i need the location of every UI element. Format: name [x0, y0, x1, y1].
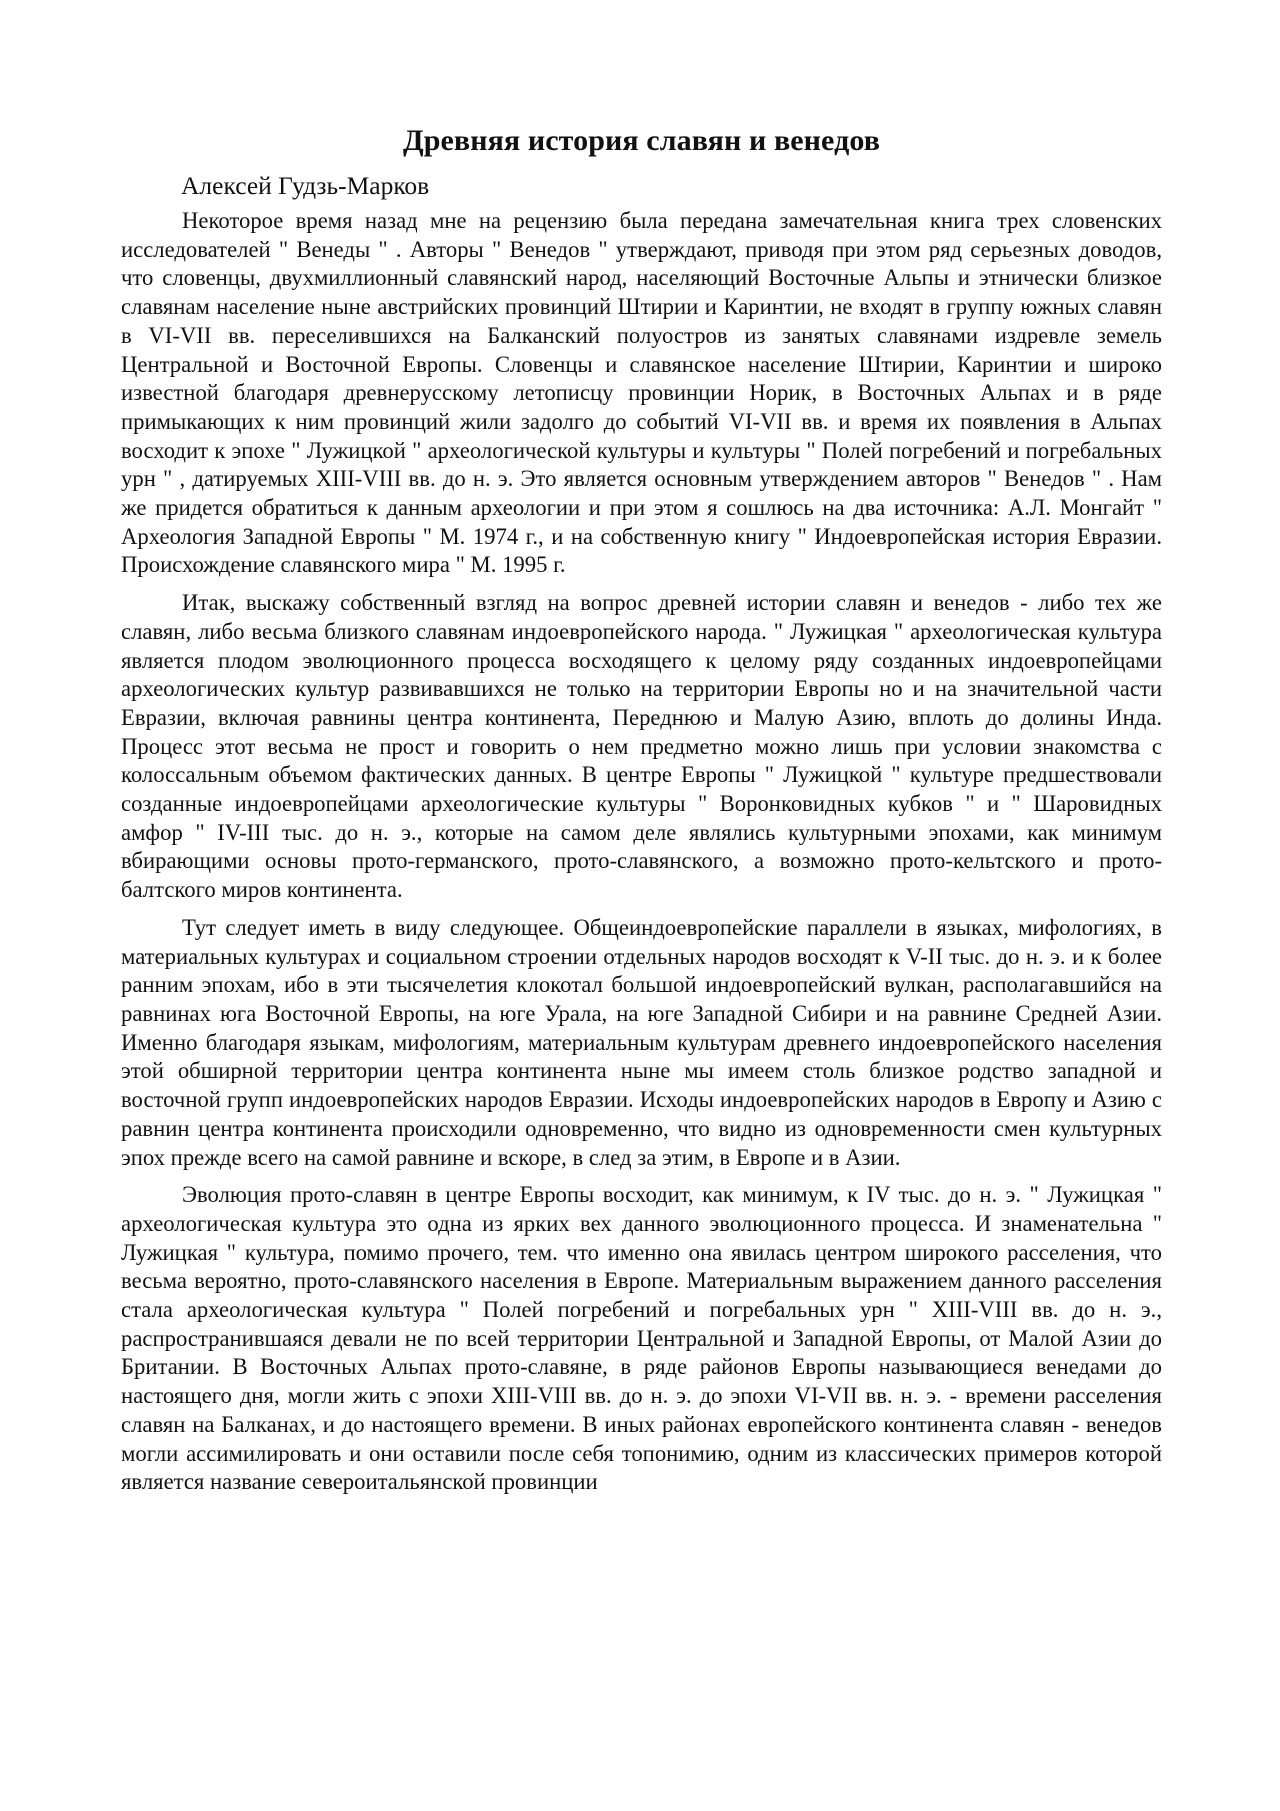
paragraph: Итак, выскажу собственный взгляд на вопрос древней истории славян и венедов - либо тех же славян, либо весьма близкого славянам индоевропейского народа. " Лужицкая " археологическая культура является плодом эволюционного процесса восходящего к целому ряду созданных индоевропейцами археологических культур развивавшихся не только на территории Европы но и на значительной части Евразии, включая равнины центра континента, Переднюю и Малую Азию, вплоть до долины Инда. Процесс этот весьма не прост и говорить о нем предметно можно лишь при условии знакомства с колоссальным объемом фактических данных. В центре Европы " Лужицкой " культуре предшествовали созданные индоевропейцами археологические культуры " Воронковидных кубков " и " Шаровидных амфор " IV-III тыс. до н. э., которые на самом деле являлись культурными эпохами, как минимум вбирающими основы прото-германского, прото-славянского, а возможно прото-кельтского и прото-балтского миров континента.: [121, 590, 1162, 903]
paragraph: Некоторое время назад мне на рецензию была передана замечательная книга трех словенских исследователей " Венеды " . Авторы " Венедов " утверждают, приводя при этом ряд серьезных доводов, что словенцы, двухмиллионный славянский народ, населяющий Восточные Альпы и этнически близкое славянам население ныне австрийских провинций Штирии и Каринтии, не входят в группу южных славян в VI-VII вв. переселившихся на Балканский полуостров из занятых славянами издревле земель Центральной и Восточной Европы. Словенцы и славянское население Штирии, Каринтии и широко известной благодаря древнерусскому летописцу провинции Норик, в Восточных Альпах и в ряде примыкающих к ним провинций жили задолго до событий VI-VII вв. и время их появления в Альпах восходит к эпохе " Лужицкой " археологической культуры и культуры " Полей погребений и погребальных урн " , датируемых XIII-VIII вв. до н. э. Это является основным утверждением авторов " Венедов " . Нам же придется обратиться к данным археологии и при этом я сошлюсь на два источника: А.Л. Монгайт " Археология Западной Европы " М. 1974 г., и на собственную книгу " Индоевропейская история Евразии. Происхождение славянского мира " М. 1995 г.: [121, 208, 1162, 578]
paragraph-list: [121, 207, 1162, 1497]
paragraph: Эволюция прото-славян в центре Европы восходит, как минимум, к IV тыс. до н. э. " Лужицкая " археологическая культура это одна из ярких вех данного эволюционного процесса. И знаменательна " Лужицкая " культура, помимо прочего, тем. что именно она явилась центром широкого расселения, что весьма вероятно, прото-славянского населения в Европе. Материальным выражением данного расселения стала археологическая культура " Полей погребений и погребальных урн " XIII-VIII вв. до н. э., распространившаяся девали не по всей территории Центральной и Западной Европы, от Малой Азии до Британии. В Восточных Альпах прото-славяне, в ряде районов Европы называющиеся венедами до настоящего дня, могли жить с эпохи XIII-VIII вв. до н. э. до эпохи VI-VII вв. н. э. - времени расселения славян на Балканах, и до настоящего времени. В иных районах европейского континента славян - венедов могли ассимилировать и они оставили после себя топонимию, одним из классических примеров которой является название североитальянской провинции: [121, 1182, 1162, 1495]
author-name: Алексей Гудзь-Марков: [181, 171, 430, 200]
document-body: [121, 116, 1162, 1506]
paragraph: Тут следует иметь в виду следующее. Общеиндоевропейские параллели в языках, мифологиях, в материальных культурах и социальном строении отдельных народов восходят к V-II тыс. до н. э. и к более ранним эпохам, ибо в эти тысячелетия клокотал большой индоевропейский вулкан, располагавшийся на равнинах юга Восточной Европы, на юге Урала, на юге Западной Сибири и на равнине Средней Азии. Именно благодаря языкам, мифологиям, материальным культурам древнего индоевропейского населения этой обширной территории центра континента ныне мы имеем столь близкое родство западной и восточной групп индоевропейских народов Евразии. Исходы индоевропейских народов в Европу и Азию с равнин центра континента происходили одновременно, что видно из одновременности смен культурных эпох прежде всего на самой равнине и вскоре, в след за этим, в Европе и в Азии.: [121, 914, 1162, 1170]
document-title: Древняя история славян и венедов: [402, 124, 881, 157]
